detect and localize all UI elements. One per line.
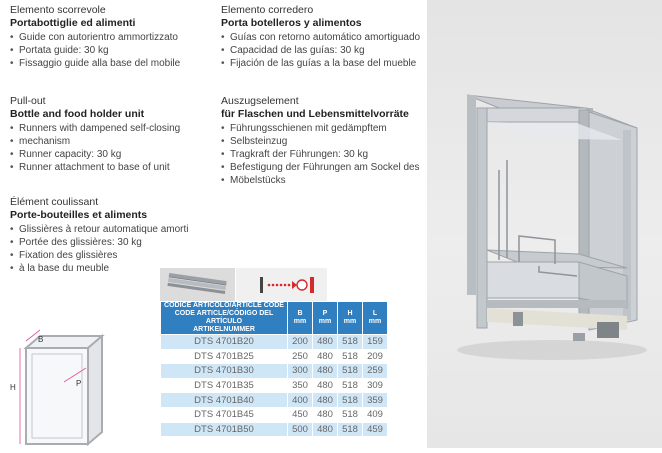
cell-p: 480 xyxy=(313,335,337,349)
text-block-de xyxy=(221,95,426,187)
header-code-line-2: ARTIKELNUMMER xyxy=(193,326,255,333)
title-de: Auszugselement xyxy=(221,95,299,107)
cell-h: 518 xyxy=(338,408,362,422)
header-l-unit: mm xyxy=(368,318,382,325)
bullet-de-2: • Befestigung der Führungen am Sockel des xyxy=(221,161,426,174)
bullet-en-0-cont-row xyxy=(10,135,215,148)
table-row xyxy=(161,408,387,422)
cell-l: 459 xyxy=(363,423,387,437)
bullet-fr-0: • Glissières à retour automatique amorti xyxy=(10,223,215,236)
bullet-de-2-cont-row xyxy=(221,174,426,187)
cell-code: DTS 4701B25 xyxy=(161,350,287,364)
header-code-line-1: CODE ARTICLE/CÓDIGO DEL ARTÍCULO xyxy=(174,310,274,325)
pullout-unit-illustration xyxy=(427,0,662,448)
text-block-it xyxy=(10,4,215,70)
runner-rail-icon xyxy=(160,268,235,301)
bullet-fr-2-cont: à la base du meuble xyxy=(19,263,110,274)
cell-l: 409 xyxy=(363,408,387,422)
dimension-table xyxy=(160,301,388,437)
cell-b: 500 xyxy=(288,423,312,437)
cell-h: 518 xyxy=(338,364,362,378)
cell-b: 400 xyxy=(288,393,312,407)
cell-p: 480 xyxy=(313,364,337,378)
runner-rail-panel xyxy=(160,268,235,301)
cell-h: 518 xyxy=(338,335,362,349)
bullet-en-0-text: Runners with dampened self-closing xyxy=(19,123,181,134)
table-header-row xyxy=(161,302,387,334)
bullet-fr-2: • Fixation des glissières xyxy=(10,249,215,262)
bullet-list-de xyxy=(221,122,426,187)
cell-b: 450 xyxy=(288,408,312,422)
bullet-en-2: • Runner attachment to base of unit xyxy=(10,161,215,174)
cabinet-dimension-icon xyxy=(6,328,118,448)
table-row xyxy=(161,379,387,393)
diagram-label-h: H xyxy=(10,383,16,392)
cell-code: DTS 4701B20 xyxy=(161,335,287,349)
header-code-line-0: CODICE ARTICOLO/ARTICLE CODE xyxy=(164,302,284,309)
table-row xyxy=(161,393,387,407)
header-code xyxy=(161,302,287,334)
cell-p: 480 xyxy=(313,423,337,437)
title-es: Elemento corredero xyxy=(221,4,314,16)
cell-l: 209 xyxy=(363,350,387,364)
bullet-list-en xyxy=(10,122,215,174)
header-p-letter: P xyxy=(322,310,328,317)
bullet-it-2: • Fissaggio guide alla base del mobile xyxy=(10,57,215,70)
text-block-es xyxy=(221,4,426,70)
header-h-letter: H xyxy=(347,310,353,317)
text-block-fr xyxy=(10,196,215,275)
subtitle-en: Bottle and food holder unit xyxy=(10,108,145,120)
cell-b: 300 xyxy=(288,364,312,378)
bullet-en-1: • Runner capacity: 30 kg xyxy=(10,148,215,161)
cell-l: 359 xyxy=(363,393,387,407)
cell-p: 480 xyxy=(313,379,337,393)
table-row xyxy=(161,335,387,349)
product-photo xyxy=(427,0,662,448)
bullet-de-1: • Tragkraft der Führungen: 30 kg xyxy=(221,148,426,161)
bullet-en-0 xyxy=(10,122,215,135)
bullet-list-it xyxy=(10,31,215,70)
header-p xyxy=(313,302,337,334)
diagram-label-p: P xyxy=(76,379,82,388)
title-fr: Élément coulissant xyxy=(10,196,99,208)
cell-h: 518 xyxy=(338,393,362,407)
title-en: Pull-out xyxy=(10,95,46,107)
diagram-label-b: B xyxy=(38,335,44,344)
bullet-it-1: • Portata guide: 30 kg xyxy=(10,44,215,57)
bullet-de-0-cont: Selbsteinzug xyxy=(230,136,288,147)
cell-p: 480 xyxy=(313,350,337,364)
table-row xyxy=(161,423,387,437)
header-b xyxy=(288,302,312,334)
cell-code: DTS 4701B50 xyxy=(161,423,287,437)
bullet-de-0: • Führungsschienen mit gedämpftem xyxy=(221,122,426,135)
header-p-unit: mm xyxy=(318,318,332,325)
header-h-unit: mm xyxy=(343,318,357,325)
table-row xyxy=(161,364,387,378)
bullet-en-0-cont: mechanism xyxy=(19,136,71,147)
bullet-fr-1: • Portée des glissières: 30 kg xyxy=(10,236,215,249)
cell-h: 518 xyxy=(338,350,362,364)
soft-close-panel xyxy=(236,268,327,301)
table-row xyxy=(161,350,387,364)
cell-p: 480 xyxy=(313,408,337,422)
cell-b: 250 xyxy=(288,350,312,364)
header-h xyxy=(338,302,362,334)
subtitle-fr: Porte-bouteilles et aliments xyxy=(10,209,148,221)
cell-l: 309 xyxy=(363,379,387,393)
cell-b: 350 xyxy=(288,379,312,393)
header-b-letter: B xyxy=(297,310,303,317)
bullet-es-0: • Guías con retorno automático amortiguado xyxy=(221,31,426,44)
bullet-de-0-cont-row xyxy=(221,135,426,148)
cell-code: DTS 4701B40 xyxy=(161,393,287,407)
title-it: Elemento scorrevole xyxy=(10,4,106,16)
cell-l: 159 xyxy=(363,335,387,349)
cell-h: 518 xyxy=(338,423,362,437)
cell-l: 259 xyxy=(363,364,387,378)
subtitle-it: Portabottiglie ed alimenti xyxy=(10,17,136,29)
bullet-es-2: • Fijación de las guías a la base del mueble xyxy=(221,57,426,70)
header-b-unit: mm xyxy=(293,318,307,325)
subtitle-es: Porta botelleros y alimentos xyxy=(221,17,362,29)
cell-code: DTS 4701B45 xyxy=(161,408,287,422)
header-l-letter: L xyxy=(372,310,378,317)
subtitle-de: für Flaschen und Lebensmittelvorräte xyxy=(221,108,409,120)
cell-code: DTS 4701B30 xyxy=(161,364,287,378)
bullet-it-0: • Guide con autorientro ammortizzato xyxy=(10,31,215,44)
text-block-en xyxy=(10,95,215,174)
cell-code: DTS 4701B35 xyxy=(161,379,287,393)
header-l xyxy=(363,302,387,334)
cell-p: 480 xyxy=(313,393,337,407)
bullet-es-1: • Capacidad de las guías: 30 kg xyxy=(221,44,426,57)
bullet-de-2-cont: Möbelstücks xyxy=(230,175,286,186)
cell-b: 200 xyxy=(288,335,312,349)
bullet-list-es xyxy=(221,31,426,70)
cell-h: 518 xyxy=(338,379,362,393)
soft-close-icon xyxy=(236,268,327,301)
